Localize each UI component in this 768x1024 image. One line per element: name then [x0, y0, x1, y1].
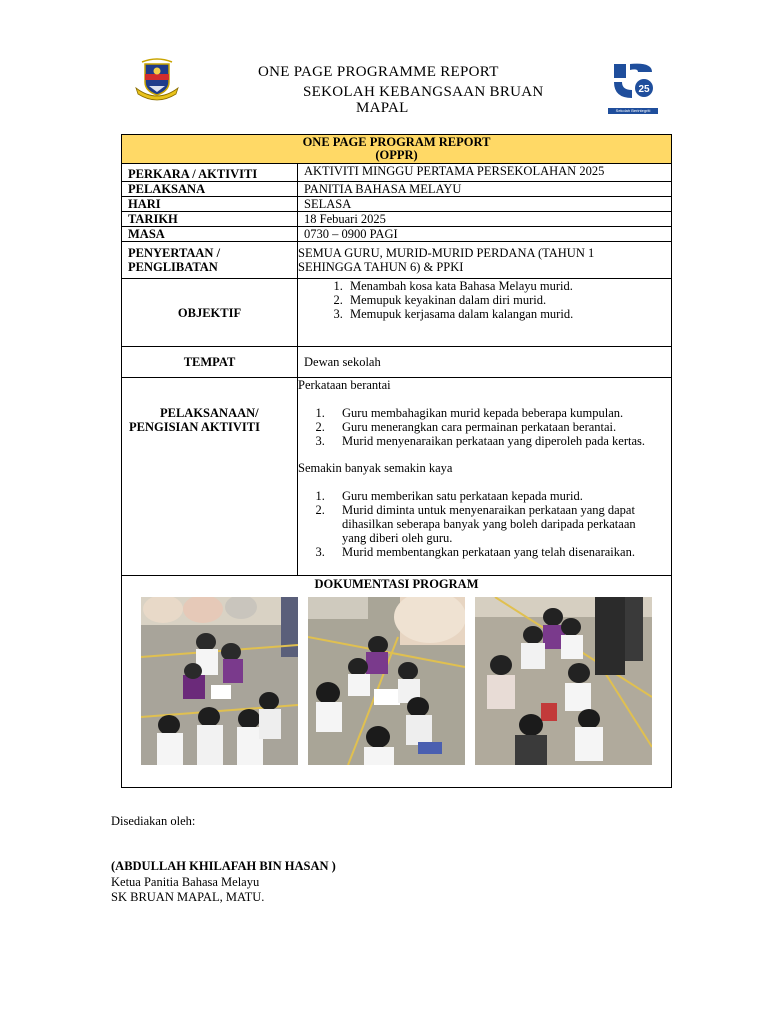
pelaksanaan-label-line2: PENGISIAN AKTIVITI [129, 420, 260, 434]
masa-value: 0730 – 0900 PAGI [298, 227, 672, 242]
penyertaan-label [122, 242, 298, 279]
preparer-school: SK BRUAN MAPAL, MATU. [111, 890, 265, 904]
penyertaan-label-line1: PENYERTAAN / [128, 246, 221, 260]
objektif-list [304, 279, 665, 321]
activity2-title: Semakin banyak semakin kaya [298, 461, 453, 475]
school-crest-logo [132, 58, 182, 104]
hari-row [122, 197, 672, 212]
tarikh-label: TARIKH [122, 212, 298, 227]
masa-label: MASA [122, 227, 298, 242]
perkara-label: PERKARA / AKTIVITI [122, 164, 298, 182]
tarikh-value: 18 Febuari 2025 [298, 212, 672, 227]
objektif-item: 2. Memupuk keyakinan dalam diri murid. [346, 293, 665, 307]
tempat-label: TEMPAT [122, 347, 298, 378]
tempat-row [122, 347, 672, 378]
report-header-school-name-2: MAPAL [356, 100, 409, 116]
activity2-step: 1. Guru memberikan satu perkataan kepada murid. [328, 489, 663, 503]
objektif-row [122, 279, 672, 347]
masa-row [122, 227, 672, 242]
pelaksana-label: PELAKSANA [122, 182, 298, 197]
pelaksanaan-label [122, 378, 298, 576]
report-header-line1: ONE PAGE PROGRAMME REPORT [258, 64, 499, 80]
prepared-by-label: Disediakan oleh: [111, 814, 196, 828]
activity-photo-2 [308, 597, 465, 765]
integrity-logo-mark [608, 58, 658, 102]
report-header-school-name: SEKOLAH KEBANGSAAN BRUAN [303, 84, 544, 100]
activity1-step: 3. Murid menyenaraikan perkataan yang diperoleh pada kertas. [328, 434, 663, 448]
activity1-list [298, 406, 663, 448]
penyertaan-label-line2: PENGLIBATAN [128, 260, 218, 274]
banner-subtitle: (OPPR) [375, 148, 418, 162]
objektif-item: 3. Memupuk kerjasama dalam kalangan murid. [346, 307, 665, 321]
report-banner [122, 135, 672, 164]
perkara-value: AKTIVITI MINGGU PERTAMA PERSEKOLAHAN 2025 [298, 164, 672, 182]
penyertaan-value [298, 242, 672, 279]
pelaksana-row [122, 182, 672, 197]
activity-photo-3 [475, 597, 652, 765]
banner-title: ONE PAGE PROGRAM REPORT [302, 135, 491, 149]
dokumentasi-title: DOKUMENTASI PROGRAM [314, 577, 479, 591]
tarikh-row [122, 212, 672, 227]
pelaksanaan-label-line1: PELAKSANAAN/ [160, 406, 259, 420]
preparer-name: (ABDULLAH KHILAFAH BIN HASAN ) [111, 859, 336, 873]
objektif-item: 1. Menambah kosa kata Bahasa Melayu murid. [346, 279, 665, 293]
hari-label: HARI [122, 197, 298, 212]
report-table [121, 134, 672, 788]
pelaksana-value: PANITIA BAHASA MELAYU [298, 182, 672, 197]
penyertaan-value-line1: SEMUA GURU, MURID-MURID PERDANA (TAHUN 1 [298, 246, 595, 260]
objektif-label: OBJEKTIF [122, 279, 298, 347]
perkara-row [122, 164, 672, 182]
logo-caption: Sekolah Berintegriti [608, 108, 658, 114]
pelaksanaan-value [298, 378, 672, 576]
activity1-title: Perkataan berantai [298, 378, 391, 392]
photo-gallery [122, 591, 671, 787]
activity2-step: 3. Murid membentangkan perkataan yang telah disenaraikan. [328, 545, 663, 559]
integrity-school-logo [608, 58, 658, 113]
activity-photo-1 [141, 597, 298, 765]
hari-value: SELASA [298, 197, 672, 212]
activity2-list [298, 489, 663, 559]
preparer-position: Ketua Panitia Bahasa Melayu [111, 875, 260, 889]
logo-number: 25 [638, 84, 650, 95]
activity2-step: 2. Murid diminta untuk menyenaraikan perkataan yang dapat dihasilkan seberapa banyak yang boleh daripada perkataan yang diberi oleh guru. [328, 503, 663, 545]
dokumentasi-row [122, 576, 672, 788]
activity1-step: 1. Guru membahagikan murid kepada beberapa kumpulan. [328, 406, 663, 420]
objektif-value [298, 279, 672, 347]
pelaksanaan-row [122, 378, 672, 576]
dokumentasi-cell [122, 576, 672, 788]
penyertaan-value-line2: SEHINGGA TAHUN 6) & PPKI [298, 260, 464, 274]
report-banner-row [122, 135, 672, 164]
penyertaan-row [122, 242, 672, 279]
tempat-value: Dewan sekolah [298, 347, 672, 378]
activity1-step: 2. Guru menerangkan cara permainan perkataan berantai. [328, 420, 663, 434]
